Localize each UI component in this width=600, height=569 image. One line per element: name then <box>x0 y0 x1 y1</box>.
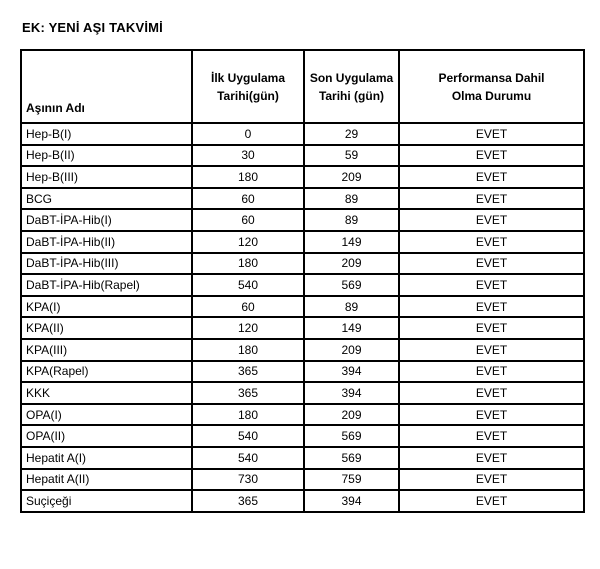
header-first-application-line2: Tarihi(gün) <box>217 88 279 103</box>
performance-cell: EVET <box>399 166 584 188</box>
last-day-cell: 569 <box>304 425 399 447</box>
performance-cell: EVET <box>399 123 584 145</box>
table-row <box>21 490 584 512</box>
first-day-cell: 180 <box>192 339 304 361</box>
table-row <box>21 382 584 404</box>
vaccine-name-cell: KPA(Rapel) <box>21 361 192 383</box>
vaccine-name-cell: DaBT-İPA-Hib(III) <box>21 253 192 275</box>
vaccine-name-cell: Hep-B(II) <box>21 145 192 167</box>
last-day-cell: 569 <box>304 447 399 469</box>
first-day-cell: 30 <box>192 145 304 167</box>
last-day-cell: 759 <box>304 469 399 491</box>
first-day-cell: 180 <box>192 253 304 275</box>
table-row <box>21 469 584 491</box>
table-row <box>21 231 584 253</box>
document-title: EK: YENİ AŞI TAKVİMİ <box>22 20 163 35</box>
table-row <box>21 209 584 231</box>
last-day-cell: 209 <box>304 166 399 188</box>
first-day-cell: 365 <box>192 361 304 383</box>
last-day-cell: 59 <box>304 145 399 167</box>
table-row <box>21 404 584 426</box>
vaccine-name-cell: BCG <box>21 188 192 210</box>
vaccine-name-cell: Hepatit A(II) <box>21 469 192 491</box>
table-row <box>21 339 584 361</box>
first-day-cell: 120 <box>192 231 304 253</box>
first-day-cell: 365 <box>192 490 304 512</box>
table-row <box>21 166 584 188</box>
header-vaccine-name: Aşının Adı <box>21 50 192 123</box>
header-first-application-line1: İlk Uygulama <box>210 70 286 85</box>
performance-cell: EVET <box>399 231 584 253</box>
last-day-cell: 209 <box>304 253 399 275</box>
last-day-cell: 29 <box>304 123 399 145</box>
last-day-cell: 89 <box>304 209 399 231</box>
vaccine-name-cell: DaBT-İPA-Hib(Rapel) <box>21 274 192 296</box>
last-day-cell: 394 <box>304 382 399 404</box>
table-row <box>21 361 584 383</box>
vaccine-name-cell: Hepatit A(I) <box>21 447 192 469</box>
performance-cell: EVET <box>399 296 584 318</box>
vaccine-name-cell: KPA(III) <box>21 339 192 361</box>
first-day-cell: 60 <box>192 209 304 231</box>
first-day-cell: 180 <box>192 166 304 188</box>
last-day-cell: 149 <box>304 231 399 253</box>
first-day-cell: 730 <box>192 469 304 491</box>
performance-cell: EVET <box>399 425 584 447</box>
last-day-cell: 394 <box>304 361 399 383</box>
vaccine-name-cell: Suçiçeği <box>21 490 192 512</box>
table-row <box>21 296 584 318</box>
performance-cell: EVET <box>399 317 584 339</box>
performance-cell: EVET <box>399 404 584 426</box>
vaccine-name-cell: OPA(I) <box>21 404 192 426</box>
performance-cell: EVET <box>399 382 584 404</box>
vaccine-name-cell: DaBT-İPA-Hib(I) <box>21 209 192 231</box>
first-day-cell: 60 <box>192 296 304 318</box>
first-day-cell: 365 <box>192 382 304 404</box>
performance-cell: EVET <box>399 361 584 383</box>
first-day-cell: 0 <box>192 123 304 145</box>
performance-cell: EVET <box>399 145 584 167</box>
performance-cell: EVET <box>399 490 584 512</box>
vaccine-name-cell: KPA(I) <box>21 296 192 318</box>
first-day-cell: 60 <box>192 188 304 210</box>
last-day-cell: 394 <box>304 490 399 512</box>
table-row <box>21 145 584 167</box>
first-day-cell: 540 <box>192 447 304 469</box>
header-performance-status-line2: Olma Durumu <box>451 88 532 103</box>
header-performance-status-line1: Performansa Dahil <box>438 70 545 85</box>
performance-cell: EVET <box>399 209 584 231</box>
header-last-application-line1: Son Uygulama <box>309 70 394 85</box>
first-day-cell: 540 <box>192 425 304 447</box>
first-day-cell: 540 <box>192 274 304 296</box>
vaccine-name-cell: KPA(II) <box>21 317 192 339</box>
vaccine-name-cell: OPA(II) <box>21 425 192 447</box>
vaccine-name-cell: Hep-B(I) <box>21 123 192 145</box>
header-performance-status <box>399 50 584 123</box>
table-row <box>21 447 584 469</box>
table-header-row <box>21 50 584 123</box>
table-row <box>21 317 584 339</box>
vaccine-name-cell: KKK <box>21 382 192 404</box>
performance-cell: EVET <box>399 469 584 491</box>
performance-cell: EVET <box>399 447 584 469</box>
table-row <box>21 253 584 275</box>
performance-cell: EVET <box>399 274 584 296</box>
last-day-cell: 569 <box>304 274 399 296</box>
last-day-cell: 89 <box>304 188 399 210</box>
header-last-application-line2: Tarihi (gün) <box>318 88 385 103</box>
vaccine-name-cell: Hep-B(III) <box>21 166 192 188</box>
last-day-cell: 209 <box>304 404 399 426</box>
table-row <box>21 123 584 145</box>
last-day-cell: 209 <box>304 339 399 361</box>
table-row <box>21 425 584 447</box>
table-row <box>21 188 584 210</box>
vaccine-schedule-table <box>20 49 585 513</box>
performance-cell: EVET <box>399 253 584 275</box>
performance-cell: EVET <box>399 188 584 210</box>
last-day-cell: 89 <box>304 296 399 318</box>
first-day-cell: 180 <box>192 404 304 426</box>
table-row <box>21 274 584 296</box>
vaccine-name-cell: DaBT-İPA-Hib(II) <box>21 231 192 253</box>
header-last-application <box>304 50 399 123</box>
first-day-cell: 120 <box>192 317 304 339</box>
performance-cell: EVET <box>399 339 584 361</box>
header-first-application <box>192 50 304 123</box>
last-day-cell: 149 <box>304 317 399 339</box>
